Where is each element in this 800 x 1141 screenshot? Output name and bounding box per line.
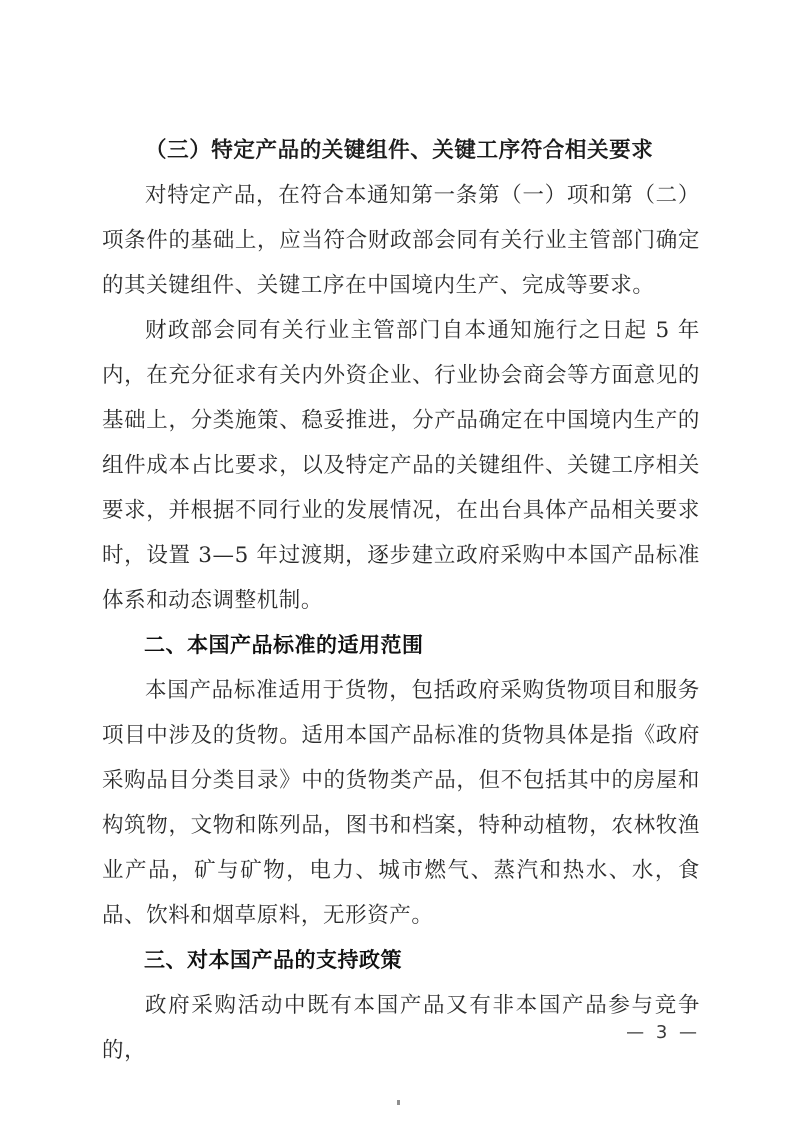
paragraph-transition-period: 财政部会同有关行业主管部门自本通知施行之日起 5 年内，在充分征求有关内外资企业、行业协会商会等方面意见的基础上，分类施策、稳妥推进，分产品确定在中国境内生产的组件成本占比要求，以及特定产品的关键组件、关键工序相关要求，并根据不同行业的发展情况，在出台具体产品相关要求时，设置 3—5 年过渡期，逐步建立政府采购中本国产品标准体系和动态调整机制。 [102, 318, 700, 613]
subheading-item-3: （三）特定产品的关键组件、关键工序符合相关要求 [145, 138, 654, 163]
document-body [102, 128, 700, 1073]
section-heading-scope: 二、本国产品标准的适用范围 [144, 633, 424, 657]
page-number-footer: — 3 — [626, 1022, 700, 1043]
section-heading-support-policy: 三、对本国产品的支持政策 [144, 948, 402, 972]
paragraph-competition-clause: 政府采购活动中既有本国产品又有非本国产品参与竞争的， [102, 993, 700, 1063]
scan-artifact-dot [397, 1100, 400, 1105]
paragraph-specific-product-conditions: 对特定产品，在符合本通知第一条第（一）项和第（二）项条件的基础上，应当符合财政部会同有关行业主管部门确定的其关键组件、关键工序在中国境内生产、完成等要求。 [102, 183, 700, 298]
paragraph-scope-of-goods: 本国产品标准适用于货物，包括政府采购货物项目和服务项目中涉及的货物。适用本国产品标准的货物具体是指《政府采购品目分类目录》中的货物类产品，但不包括其中的房屋和构筑物，文物和陈列品，图书和档案，特种动植物，农林牧渔业产品，矿与矿物，电力、城市燃气、蒸汽和热水、水，食品、饮料和烟草原料，无形资产。 [102, 678, 700, 928]
